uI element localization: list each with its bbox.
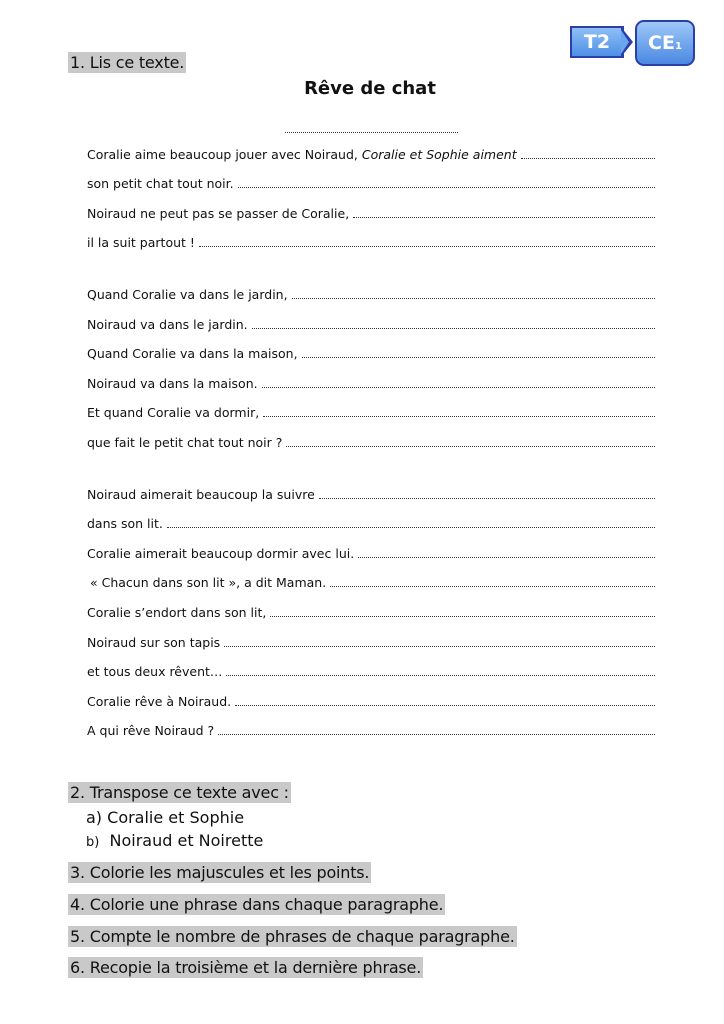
- instruction-6: 6. Recopie la troisième et la dernière phrase.: [70, 958, 422, 977]
- poem-line: Coralie s’endort dans son lit,: [87, 590, 655, 620]
- poem-line: Quand Coralie va dans la maison,: [87, 332, 655, 362]
- instruction-1: 1. Lis ce texte.: [70, 53, 185, 72]
- poem-line: Noiraud va dans le jardin.: [87, 302, 655, 332]
- poem-line: « Chacun dans son lit », a dit Maman.: [87, 561, 655, 591]
- poem-line: Coralie aime beaucoup jouer avec Noiraud, Coralie et Sophie aiment: [87, 132, 655, 162]
- poem-line: son petit chat tout noir.: [87, 162, 655, 192]
- level-badge: [570, 26, 624, 58]
- grade-badge: [635, 20, 695, 66]
- poem-line: Coralie rêve à Noiraud.: [87, 679, 655, 709]
- grade-badge-sub: 1: [674, 40, 682, 52]
- poem-text: [87, 132, 655, 738]
- poem-line: Quand Coralie va dans le jardin,: [87, 272, 655, 302]
- example-answer: Coralie et Sophie aiment: [361, 146, 517, 162]
- poem-line: dans son lit.: [87, 502, 655, 532]
- page-title: Rêve de chat: [304, 78, 436, 99]
- arrow-right-icon-fill: [621, 30, 629, 54]
- poem-line: Noiraud aimerait beaucoup la suivre: [87, 472, 655, 502]
- instruction-3: 3. Colorie les majuscules et les points.: [70, 863, 370, 882]
- instruction-2: 2. Transpose ce texte avec :: [70, 783, 289, 802]
- instruction-2a: a) Coralie et Sophie: [86, 808, 245, 827]
- poem-line: Et quand Coralie va dormir,: [87, 391, 655, 421]
- poem-line: il la suit partout !: [87, 221, 655, 251]
- instruction-5: 5. Compte le nombre de phrases de chaque paragraphe.: [70, 927, 515, 946]
- poem-line: Coralie aimerait beaucoup dormir avec lui.: [87, 531, 655, 561]
- poem-line: et tous deux rêvent…: [87, 650, 655, 680]
- grade-badge-label: CE: [648, 32, 675, 54]
- poem-line: que fait le petit chat tout noir ?: [87, 420, 655, 450]
- poem-line: Noiraud va dans la maison.: [87, 361, 655, 391]
- poem-line: Noiraud sur son tapis: [87, 620, 655, 650]
- instruction-4: 4. Colorie une phrase dans chaque paragraphe.: [70, 895, 444, 914]
- level-badge-label: T2: [583, 31, 611, 53]
- instruction-2b: b) Noiraud et Noirette: [86, 831, 264, 850]
- poem-line: Noiraud ne peut pas se passer de Coralie,: [87, 191, 655, 221]
- poem-line: A qui rêve Noiraud ?: [87, 709, 655, 739]
